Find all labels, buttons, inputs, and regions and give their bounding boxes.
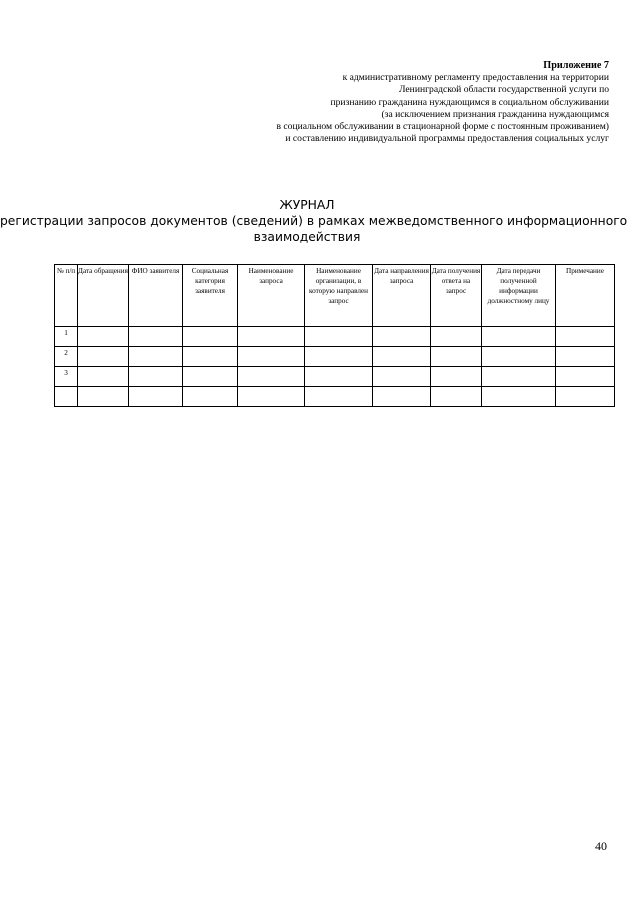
table-row [55,327,615,347]
table-cell [305,387,373,407]
column-header-applicant-name: ФИО заявителя [129,265,183,327]
column-header-sent-date: Дата направления запроса [373,265,431,327]
appendix-line: и составлению индивидуальной программы предоставления социальных услуг [285,133,609,145]
appendix-title: Приложение 7 [543,60,609,71]
table-cell [78,347,129,367]
appendix-line: Ленинградской области государственной услуги по [398,84,609,96]
table-cell [238,367,305,387]
journal-subtitle: регистрации запросов документов (сведений) в рамках межведомственного информационного [0,214,628,228]
table-cell [482,327,556,347]
table-cell [183,387,238,407]
column-header-number: № п/п [55,265,78,327]
table-cell [431,347,482,367]
table-cell [183,347,238,367]
column-header-request-name: Наименование запроса [238,265,305,327]
table-cell [78,367,129,387]
row-number: 3 [55,367,78,387]
column-header-request-date: Дата обращения [78,265,129,327]
table-row [55,367,615,387]
appendix-line: признанию гражданина нуждающимся в социальном обслуживании [330,96,609,108]
table-cell [305,347,373,367]
appendix-header [189,60,609,145]
table-cell [482,347,556,367]
table-row [55,347,615,367]
journal-title: ЖУРНАЛ [279,198,335,212]
table-cell [556,387,615,407]
appendix-line: (за исключением признания гражданина нуждающимся [381,108,609,120]
table-cell [78,327,129,347]
page-number: 40 [595,839,607,853]
table-cell [373,327,431,347]
row-number: 2 [55,347,78,367]
column-header-organization: Наименование организации, в которую направлен запрос [305,265,373,327]
table-cell [238,327,305,347]
table-cell [556,327,615,347]
table-cell [373,347,431,367]
table-cell [305,367,373,387]
appendix-line: к административному регламенту предоставления на территории [342,72,609,84]
table-row [55,387,615,407]
table-cell [305,327,373,347]
table-cell [556,367,615,387]
column-header-response-date: Дата получения ответа на запрос [431,265,482,327]
journal-subtitle: взаимодействия [253,230,361,244]
table-cell [129,347,183,367]
column-header-transfer-date: Дата передачи полученной информации должностному лицу [482,265,556,327]
table-cell [238,387,305,407]
journal-table [54,264,615,407]
table-header-row [55,265,615,327]
table-cell [556,347,615,367]
table-cell [183,327,238,347]
table-cell [183,367,238,387]
table-cell [373,387,431,407]
table-cell [129,387,183,407]
column-header-social-category: Социальная категория заявителя [183,265,238,327]
table-cell [78,387,129,407]
table-cell [129,367,183,387]
journal-heading [0,197,628,245]
table-cell [373,367,431,387]
row-number: 1 [55,327,78,347]
table-cell [482,387,556,407]
column-header-note: Примечание [556,265,615,327]
table-cell [431,387,482,407]
table-cell [238,347,305,367]
row-number [55,387,78,407]
appendix-line: в социальном обслуживании в стационарной форме с постоянным проживанием) [276,121,609,133]
table-cell [431,367,482,387]
table-cell [129,327,183,347]
table-cell [482,367,556,387]
table-cell [431,327,482,347]
